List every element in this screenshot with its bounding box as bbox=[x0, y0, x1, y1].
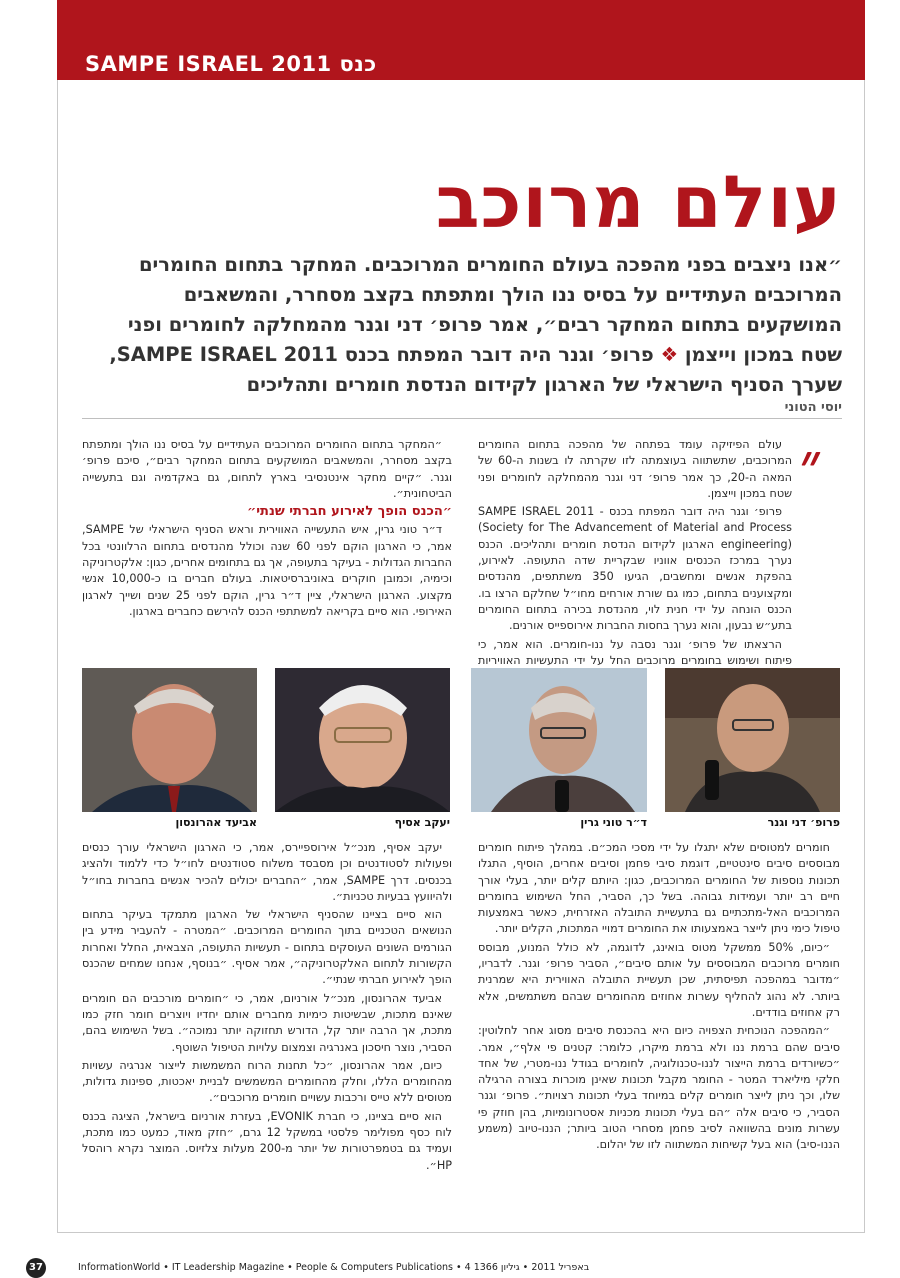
paragraph: ״כיום, 50% ממשקל מטוס בואינג, לדוגמה, לא כולל המנוע, מבוסס חומרים מרוכבים המבוססים על אותם סיבים״, הסביר פרופ׳ וגנר. לדבריו, ״מדובר במהפכה תפיסתית, שכן תעשיית התובלה האווירית היא שמרנית ביותר. לא נהוג להחליף עשרות אחוזים מהחומרים שבהם משתמשים, אלא רק אחוזים בודדים. bbox=[478, 940, 840, 1019]
paragraph: הוא סיים בציינו, כי חברת EVONIK, בעזרת אורניום בישראל, הציגה בכנס לוח כסף מפולימר פלסטי במשקל 12 גרם, ״חזק מאוד, כמעט כמו מתכת, ועמיד גם בטמפרטורות של יותר מ-200 מעלות צלזיוס. המוצר נקרא רוהסל HP״. bbox=[82, 1109, 452, 1172]
photo-yaakov-asif bbox=[275, 668, 450, 812]
lead-text-part2: פרופ׳ וגנר היה דובר המפתח בכנס SAMPE ISRAEL 2011, שערך הסניף הישראלי של הארגון לקידום הנדסת חומרים ותהליכים bbox=[109, 343, 842, 396]
photo-caption: ד״ר טוני גרין bbox=[580, 816, 647, 829]
paragraph: יעקב אסיף, מנכ״ל אירוספיירס, אמר, כי הארגון הישראלי עורך כנסים ופעולות לסטודנטים וכן מסבסד משלוח סטודנטים לחו״ל כדי ללמוד ולהציג בכנסים. דרך SAMPE, אמר, ״החברים יכולים להכיר אנשים בחברות בחו״ל ולהיוועץ בבעיות טכניות״. bbox=[82, 841, 452, 903]
paragraph: ״המחקר בתחום החומרים המרוכבים העתידיים על בסיס ננו הולך ומתפתח בקצב מסחרר, והמשאבים המושקעים בתחום המחקר רבים״, סיכם פרופ׳ וגנר. ״קיים מחקר אינטנסיבי בארץ לתחום, גם באקדמיה וגם בתעשייה הביטחונית״. bbox=[82, 438, 452, 500]
article-lead bbox=[82, 250, 842, 400]
diamond-icon: ❖ bbox=[660, 343, 679, 366]
paragraph: כיום, אמר אהרונסון, ״כל תחנות הרוח המשמשות לייצור אנרגיה עשויות מהחומרים הללו, וחלק מהחומרים המשמשים לבניית יאכטות, ספינות גדולות, מטוסים ללא טייס ורכבות עשויים חומרים מרוכבים״. bbox=[82, 1058, 452, 1105]
column-left-bottom bbox=[82, 840, 452, 1190]
paragraph: הרצאתו של פרופ׳ וגנר נסבה על ננו-חומרים. הוא אמר, כי פיתוח ושימוש בחומרים מרוכבים החל על ידי התעשיות האוויריות bbox=[478, 637, 792, 667]
photo-tony-green bbox=[471, 668, 647, 812]
column-left-top bbox=[82, 437, 452, 662]
magazine-section-title: SAMPE ISRAEL 2011 כנס bbox=[85, 52, 377, 76]
photo-caption: פרופ׳ דני וגנר bbox=[767, 816, 840, 829]
column-right-top bbox=[478, 437, 792, 667]
paragraph: פרופ׳ וגנר היה דובר המפתח בכנס SAMPE ISRAEL 2011 - (Society for The Advancement of Material and Process engineering) הארגון לקידום הנדסת חומרים ותהליכים. הכנס נערך במרכז הכנסים אווניו שבקריית שדה התעופה. לאירוע, בהפקת אנשים ומחשבים, הגיעו 350 משתתפים, מהנדסים ומקצוענים בתחום, כמו גם שורת אורחים מחו״ל שחלקם הרצו בו. הכנס הונחה על ידי חנית לוי, מהנדסת בכירה בתחום החומרים בתע״ש נבעון, והוא נערך בחסות החברות אירוספייס אורנים. bbox=[478, 505, 792, 633]
photo-aviad-aharonson bbox=[82, 668, 257, 812]
footer bbox=[26, 1258, 626, 1278]
paragraph: ״המהפכה הנוכחית הצפויה כיום היא בהכנסת סיבים מסוג אחר לחלוטין: סיבים שהם ברמת ננו ולא ברמת מיקרו, כלומר: קטנים פי אלף״, אמר. ״כשיורדים ברמת הייצור לננו-טכנולוגיה, לחומרים בגודל ננו-מטרי, של אחד חלקי מיליארד המטר - החומר מקבל תכונות שאינן מוכרות בצורה הרגילה שלו, וכך ניתן לייצר חומרים קלים במיוחד בעלי תכונות רצויות״. פרופ׳ וגנר הסביר, כי סיבים אלה ״הם בעלי תכונות מכניות אסטרונומיות, בהן חוזק פי עשרות מונים בהשוואה לסיב פחמן מסחרי הטוב ביותר; הננו-טיוב (משמע הננו-סיב) הוא בעל קשיחות המשתווה לזו של יהלום. bbox=[478, 1024, 840, 1152]
photo-caption: יעקב אסיף bbox=[394, 816, 450, 829]
paragraph: הוא סיים בציינו שהסניף הישראלי של הארגון מתמקד בעיקר בתחום הנושאים הטכניים בתוך החומרים המרוכבים. ״המטרה - להעביר מידע בין הגורמים השונים העוסקים בתחום - תעשיות התעופה, הצבאית, החלל ואחרות הקשורות לתחום האלקטרוניקה״, אמר אסיף. ״בנוסף, אנחנו שמחים שהכנס הופך לאירוע חברתי שנתי״. bbox=[82, 908, 452, 987]
footer-text: InformationWorld • IT Leadership Magazine • People & Computers Publications • 4 באפריל 2011 • גיליון 1366 bbox=[78, 1262, 590, 1273]
paragraph: ד״ר טוני גרין, איש התעשייה האווירית וראש הסניף הישראלי של SAMPE, אמר, כי הארגון הוקם לפני 60 שנה וכולל מהנדסים בתחום הרלוונטי בכל החברות הגדולות - בעיקר בתעופה, אך גם בתחומים אחרים, כגון: אלקטרוניקה וכימיה, וכמובן חוקרים באוניברסיטאות. בעולם חברים בו כ-10,000 אנשי מקצוע. הארגון הישראלי, ציין ד״ר גרין, הוקם לפני 25 שנים ושייך לארגון האירופי. הוא סיים בקריאה למשתתפי הכנס להירשם כחברים בארגון. bbox=[81, 523, 452, 618]
header-band bbox=[57, 0, 865, 80]
quote-mark-icon: ״ bbox=[800, 430, 823, 498]
section-subheading: ״הכנס הופך לאירוע חברתי שנתי״ bbox=[247, 504, 452, 520]
photo-danny-wagner bbox=[665, 668, 840, 812]
paragraph: חומרים למטוסים שלא יתגלו על ידי מסכי המכ״ם. במהלך פיתוח חומרים מבוססים סיבים סינטטיים, דוגמת סיבי פחמן וסיבים אחרים, הוסיף, התגלו תכונות נוספות של החומרים המרוכבים, כגון: היותם קלים יותר, בעלי אורך חיים רב יותר ועמידות גבוהה. בשל כך, הסביר, החל השימוש בחומרים המרוכבים האל-מתכתיים גם בתעשיית התובלה האזרחית, כאשר באמצעות טיפול כימי ניתן לייצר באמצעותו את החומרים דמויי המתכות, הקלים יותר. bbox=[478, 841, 840, 936]
divider bbox=[82, 418, 842, 419]
column-right-bottom bbox=[478, 840, 840, 1190]
paragraph: עולם הפיזיקה עומד בפתחה של מהפכה בתחום החומרים המרוכבים, שתשתווה בעוצמתה לזו שקרתה לו בשנות ה-60 של המאה ה-20, כך אמר פרופ׳ דני וגנר מהמחלקה לחומרים ופני שטח במכון וייצמן. bbox=[478, 438, 792, 500]
lead-text-part1: ״אנו ניצבים בפני מהפכה בעולם החומרים המרוכבים. המחקר בתחום החומרים המרוכבים העתידיים על בסיס ננו הולך ומתפתח בקצב מסחרר, והמשאבים המושקעים בתחום המחקר רבים״, אמר פרופ׳ דני וגנר מהמחלקה לחומרים ופני שטח במכון וייצמן bbox=[127, 253, 842, 366]
article-title: עולם מרוכב bbox=[435, 160, 842, 244]
paragraph: אביעד אהרונסון, מנכ״ל אורניום, אמר, כי ״חומרים מורכבים הם חומרים שאינם מתכות, שבשיטות כימיות מחברים אותם יחדיו ויוצרים חומר חזק כמו מתכת, אך הרבה יותר קל, הדורש תחזוקה יותר נמוכה״. בשל השימוש בהם, הסביר, נוצר חיסכון באנרגיה וצמצום עלויות הטיפול השוטף. bbox=[82, 991, 452, 1054]
photo-caption: אביעד אהרונסון bbox=[175, 816, 257, 829]
author-name: יוסי הטוני bbox=[784, 400, 842, 415]
page-number: 37 bbox=[26, 1258, 46, 1278]
